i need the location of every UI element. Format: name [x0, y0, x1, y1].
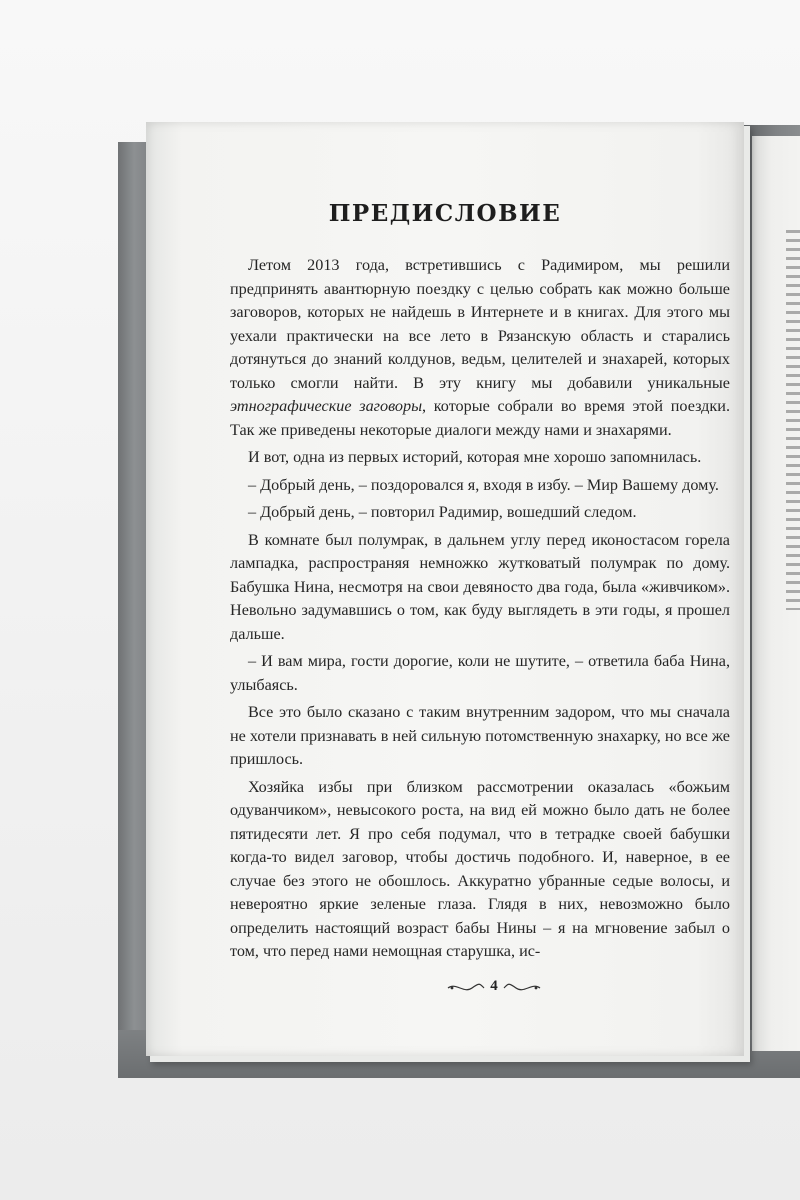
text-run: Хозяйка избы при близком рассмотрении оказалась «божьим одуванчиком», невысокого роста, на вид ей можно было дать не более пятидесяти лет. Я про себя подумал, что в тетрадке своей бабушки когда-то видел заговор, чтобы достичь подобного. И, наверное, в ее случае без этого не обошлось. Аккуратно убранные седые волосы, и невероятно яркие зеленые глаза. Глядя в них, невозможно было определить настоящий возраст бабы Нины – я на мгновение забыл о том, что перед нами немощная старушка, ис- — [230, 777, 730, 960]
text-run: – И вам мира, гости дорогие, коли не шутите, – ответила баба Нина, улыбаясь. — [230, 652, 730, 694]
next-page-text-glimpse — [786, 230, 800, 610]
text-run: Все это было сказано с таким внутренним задором, что мы сначала не хотели признавать в ней сильную потомственную знахарку, но все же пришлось. — [230, 703, 730, 768]
text-run: Летом 2013 года, встретившись с Радимиром, мы решили предпринять авантюрную поездку с целью собрать как можно больше заговоров, которых не найдешь в Интернете и в книгах. Для этого мы уехали практически на все лето в Рязанскую область и старались дотянуться до знаний колдунов, ведьм, целителей и знахарей, которых только смогли найти. В эту книгу мы добавили уникальные — [230, 256, 730, 392]
paragraph — [230, 474, 730, 498]
body-text — [230, 254, 730, 968]
italic-phrase: этнографические заговоры — [230, 397, 423, 415]
text-run: – Добрый день, – поздоровался я, входя в избу. – Мир Вашему дому. — [248, 475, 719, 494]
paragraph — [230, 650, 730, 697]
text-run: И вот, одна из первых историй, которая мне хорошо запомнилась. — [248, 448, 702, 466]
page-number: 4 — [490, 978, 498, 994]
paragraph — [230, 254, 730, 442]
paragraph — [230, 446, 730, 470]
text-run: – Добрый день, – повторил Радимир, вошедший следом. — [248, 503, 637, 521]
paragraph — [230, 701, 730, 772]
paragraph — [230, 501, 730, 525]
paragraph — [230, 776, 730, 964]
page-heading: ПРЕДИСЛОВИЕ — [328, 200, 562, 227]
text-run: , которые собрали во время этой поездки. Так же приведены некоторые диалоги между нами и знахарями. — [230, 397, 730, 439]
paragraph — [230, 529, 730, 647]
text-run: В комнате был полумрак, в дальнем углу перед иконостасом горела лампадка, распространяя немножко жутковатый полумрак по дому. Бабушка Нина, несмотря на свои девяносто два года, была «живчиком». Невольно задумавшись о том, как буду выглядеть в эти годы, я прошел дальше. — [230, 530, 730, 643]
